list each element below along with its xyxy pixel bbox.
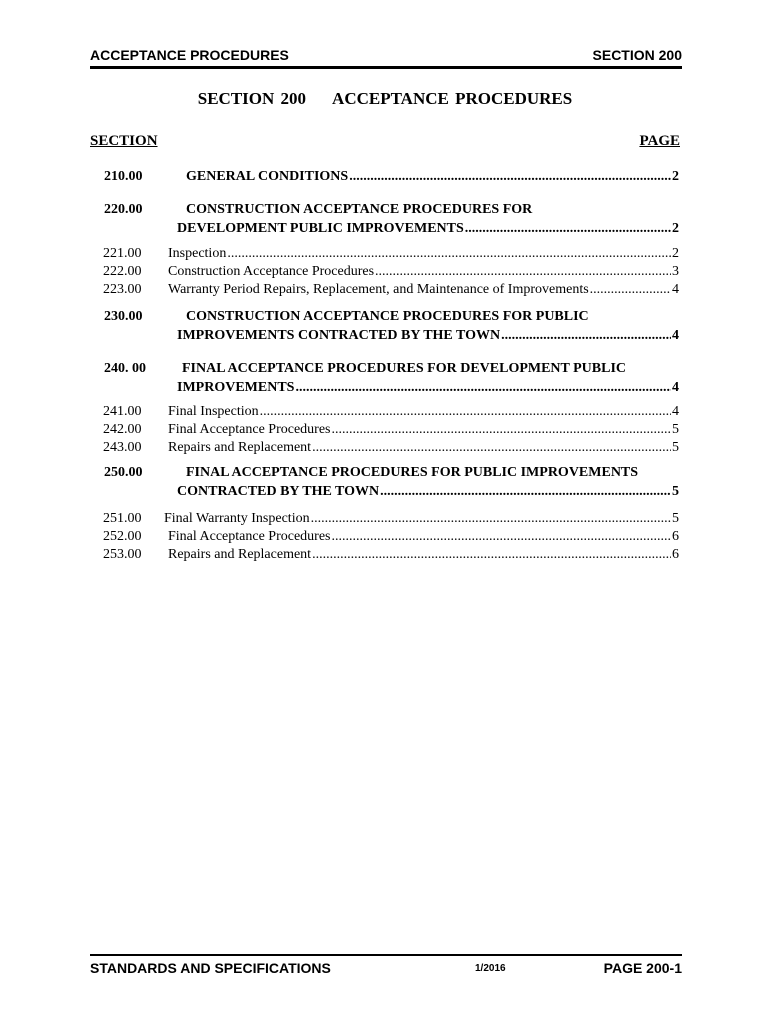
- toc-entry-title: IMPROVEMENTS: [177, 380, 295, 395]
- toc-entry-number: 242.00: [103, 422, 142, 437]
- dot-leader: [312, 439, 671, 457]
- toc-entry-title: Final Acceptance Procedures: [168, 422, 331, 437]
- toc-entry-page: 4: [672, 404, 679, 419]
- toc-entry-number: 210.00: [104, 169, 143, 184]
- toc-entry-number: 243.00: [103, 440, 142, 455]
- column-heading-page: PAGE: [639, 133, 680, 149]
- header-section: SECTION 200: [592, 47, 682, 63]
- dot-leader: [375, 263, 671, 281]
- dot-leader: [349, 168, 671, 186]
- toc-entry-number: 241.00: [103, 404, 142, 419]
- toc-entry-number: 240. 00: [104, 361, 146, 376]
- toc-entry-title: Inspection: [168, 246, 227, 261]
- toc-entry-number: 252.00: [103, 529, 142, 544]
- footer-rule: [90, 954, 682, 956]
- toc-entry-number: 250.00: [104, 465, 143, 480]
- header-title: ACCEPTANCE PROCEDURES: [90, 47, 289, 63]
- dot-leader: [465, 220, 671, 238]
- toc-entry-title: DEVELOPMENT PUBLIC IMPROVEMENTS: [177, 221, 464, 236]
- toc-entry-number: 253.00: [103, 547, 142, 562]
- toc-entry-title: IMPROVEMENTS CONTRACTED BY THE TOWN: [177, 328, 501, 343]
- toc-entry-title: Construction Acceptance Procedures: [168, 264, 375, 279]
- footer-date: 1/2016: [475, 963, 506, 974]
- toc-entry-number: 221.00: [103, 246, 142, 261]
- toc-entry-page: 5: [672, 422, 679, 437]
- toc-entry-title: Final Acceptance Procedures: [168, 529, 331, 544]
- toc-entry-page: 6: [672, 529, 679, 544]
- toc-entry-title: Final Inspection: [168, 404, 259, 419]
- toc-entry-page: 5: [672, 511, 679, 526]
- toc-entry-page: 5: [672, 440, 679, 455]
- dot-leader: [312, 546, 671, 564]
- toc-entry-title: FINAL ACCEPTANCE PROCEDURES FOR PUBLIC IMPROVEMENTS: [186, 465, 639, 480]
- column-heading-section: SECTION: [90, 133, 158, 149]
- toc-entry-page: 3: [672, 264, 679, 279]
- toc-entry-page: 4: [672, 282, 679, 297]
- dot-leader: [295, 379, 671, 397]
- toc-entry-page: 4: [672, 380, 679, 395]
- dot-leader: [311, 510, 671, 528]
- page-title: [0, 89, 770, 109]
- dot-leader: [332, 421, 672, 439]
- toc-entry-page: 5: [672, 484, 679, 499]
- title-section-name: ACCEPTANCE PROCEDURES: [332, 89, 573, 108]
- toc-entry-number: 230.00: [104, 309, 143, 324]
- toc-entry-title: Repairs and Replacement: [168, 547, 312, 562]
- dot-leader: [590, 281, 671, 299]
- toc-entry-page: 2: [672, 246, 679, 261]
- toc-entry-number: 251.00: [103, 511, 142, 526]
- footer-document-title: STANDARDS AND SPECIFICATIONS: [90, 960, 331, 976]
- toc-entry-title: CONSTRUCTION ACCEPTANCE PROCEDURES FOR PUBLIC: [186, 309, 589, 324]
- toc-entry-title: GENERAL CONDITIONS: [186, 169, 349, 184]
- title-section-number: SECTION 200: [197, 89, 307, 108]
- header-rule: [90, 66, 682, 69]
- toc-entry-title: CONTRACTED BY THE TOWN: [177, 484, 380, 499]
- dot-leader: [227, 245, 671, 263]
- toc-entry-title: FINAL ACCEPTANCE PROCEDURES FOR DEVELOPMENT PUBLIC: [182, 361, 627, 376]
- page-footer: [90, 960, 682, 980]
- toc-entry-page: 6: [672, 547, 679, 562]
- toc-entry-number: 223.00: [103, 282, 142, 297]
- toc-entry-number: 220.00: [104, 202, 143, 217]
- dot-leader: [501, 327, 671, 345]
- toc-entry-title: CONSTRUCTION ACCEPTANCE PROCEDURES FOR: [186, 202, 533, 217]
- toc-entry-number: 222.00: [103, 264, 142, 279]
- toc-entry-page: 2: [672, 221, 679, 236]
- footer-page-number: PAGE 200-1: [603, 960, 682, 976]
- dot-leader: [260, 403, 671, 421]
- toc-entry-page: 2: [672, 169, 679, 184]
- dot-leader: [380, 483, 671, 501]
- page-header: [90, 47, 682, 67]
- toc-entry-title: Warranty Period Repairs, Replacement, and Maintenance of Improvements: [168, 282, 589, 297]
- toc-entry-title: Final Warranty Inspection: [164, 511, 310, 526]
- toc-entry-title: Repairs and Replacement: [168, 440, 312, 455]
- dot-leader: [332, 528, 672, 546]
- toc-entry-page: 4: [672, 328, 679, 343]
